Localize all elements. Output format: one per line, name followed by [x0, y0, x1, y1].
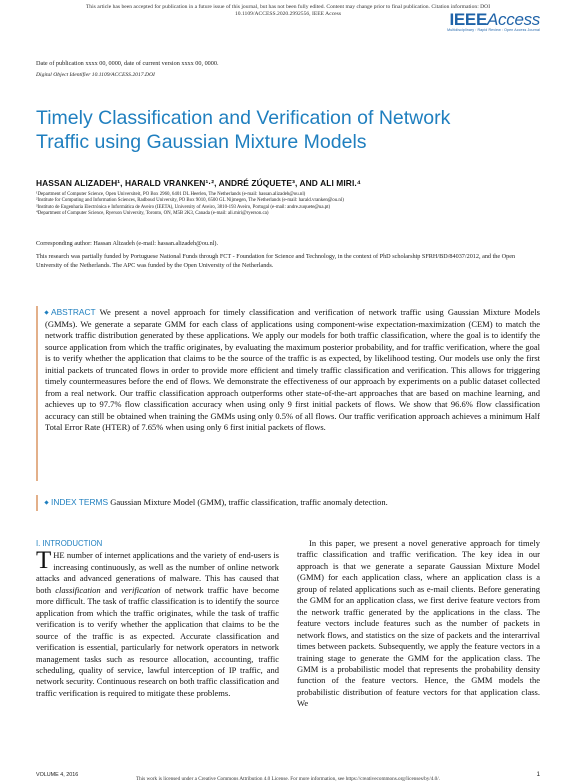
intro-p1-emphasis-classification: classification: [55, 584, 101, 595]
intro-p1-emphasis-verification: verification: [121, 584, 161, 595]
abstract: [45, 307, 540, 434]
journal-logo: [447, 10, 540, 32]
intro-p1-part-b: and: [100, 584, 122, 595]
acceptance-notice-line2: 10.1109/ACCESS.2020.2992556, IEEE Access: [234, 11, 342, 18]
paper-title: Timely Classification and Verification of Network Traffic using Gaussian Mixture Models: [36, 107, 451, 153]
volume-label: VOLUME 4, 2016: [36, 772, 79, 778]
drop-cap: T: [36, 547, 52, 575]
intro-p1-part-c: of network traffic have become more difficult. The task of traffic classification is to identify the source application from which the traffic originates, while the task of traffic verification is to verify whether the application that claims to be the source of the traffic is as expected. Accurate classification and verification is essential, particularly for network operators in network management tasks such as resource allocation, accounting, traffic scheduling, quality of service, lawful interception of IP traffic, and network security. Continuous research on both traffic classification and traffic verification is required to mitigate these problems.: [36, 584, 279, 698]
affiliation-1: ¹Department of Computer Science, Open Universiteit, PO Box 2960, 6401 DL Heerlen, The Netherlands (e-mail: hassan.alizadeh@ou.nl): [36, 192, 306, 197]
corresponding-author: Corresponding author: Hassan Alizadeh (e-mail: hassan.alizadeh@ou.nl).: [36, 240, 218, 247]
license-notice: This work is licensed under a Creative Commons Attribution 4.0 License. For more information, see https://creativecommons.org/licenses/by/4.0/.: [135, 776, 441, 782]
left-column: [36, 538, 279, 699]
abstract-label: ABSTRACT: [45, 307, 96, 317]
acceptance-notice-line1: This article has been accepted for publication in a future issue of this journal, but has not been fully edited. Content may change prior to final publication. Citation information: DOI: [85, 4, 491, 10]
journal-logo-access: Access: [487, 10, 540, 29]
index-terms-text: Gaussian Mixture Model (GMM), traffic classification, traffic anomaly detection.: [110, 497, 388, 507]
intro-p1-part-a: HE number of internet applications and the variety of end-users is increasing continuously, as well as the number of online network attacks and advanced generations of malware. This has caused that both: [36, 550, 279, 595]
author-list: HASSAN ALIZADEH¹, HARALD VRANKEN¹·², ANDRÉ ZÚQUETE³, AND ALI MIRI.⁴: [36, 178, 362, 188]
publication-dates: Date of publication xxxx 00, 0000, date of current version xxxx 00, 0000.: [36, 60, 219, 67]
index-terms: [45, 497, 540, 509]
journal-tagline: Multidisciplinary : Rapid Review : Open Access Journal: [447, 28, 540, 32]
index-terms-label: INDEX TERMS: [45, 497, 108, 507]
abstract-rule: [36, 306, 38, 481]
abstract-text: We present a novel approach for timely classification and verification of network traffic using Gaussian Mixture Models (GMMs). We generate a separate GMM for each class of applications using component-wise expectation-maximization (CEM) to match the network traffic distribution generated by these applications. We apply our models for both traffic classification, where the goal is to identify the source application from which the traffic originates, by evaluating the maximum posterior probability, and for traffic verification, where the goal is to verify whether the application that claims to be the source of the traffic is as expected, by likelihood testing. Our models use only the first initial packets of truncated flows in order to provide more efficient and timely traffic classification and verification. This allows for triggering timely countermeasures before the end of flows. We demonstrate the effectiveness of our approach by experiments on a public dataset collected from a real network. Our traffic classification approach outperforms other state-of-the-art approaches that are based on machine learning, and achieves up to 97.7% flow classification accuracy when using only 9 first initial packets of flows. We show that 96.6% flow classification accuracy can still be obtained when training the GMMs using only 0.5% of all flows. Our traffic verification approach achieves a minimum Half Total Error Rate (HTER) of 7.65% when using only 6 first initial packets of flows.: [45, 307, 540, 433]
section-heading-introduction: I. INTRODUCTION: [36, 539, 103, 548]
doi-line: Digital Object Identifier 10.1109/ACCESS.2017.DOI: [36, 72, 155, 78]
affiliation-3: ³Instituto de Engenharia Electrónica e Informática de Aveiro (IEETA), University of Aveiro, 3810-193 Aveiro, Portugal (e-mail: andre.zuquete@ua.pt): [36, 204, 331, 210]
affiliations: [36, 192, 546, 217]
funding-note: This research was partially funded by Portuguese National Funds through FCT - Foundation for Science and Technology, in the context of PhD scholarship SFRH/BD/84037/2012, and the Open University of the Netherlands. The APC was funded by the Open University of the Netherlands.: [36, 253, 516, 269]
index-terms-rule: [36, 495, 38, 511]
intro-paragraph-1: [36, 547, 279, 699]
intro-paragraph-2: In this paper, we present a novel generative approach for timely traffic classification and traffic verification. The key idea in our approach is that we generate a separate Gaussian Mixture Model (GMM) for each application class, where an application class is a group of related applications such as e-mail clients. Before generating the GMM for an application class, we first derive feature vectors from the network traffic generated by the applications in the class. The feature vectors include features such as the number of packets in network flows, and statistics on the size of packets and the interarrival times between packets. Subsequently, we apply the feature vectors in a training stage to generate the GMM for the application class. The GMM is a probabilistic model that represents the probability density function of the feature vectors. Hence, the GMM models the probabilistic distribution of feature vectors for that application class. We: [297, 538, 540, 709]
journal-logo-ieee: IEEE: [449, 10, 487, 29]
right-column: [297, 538, 540, 710]
affiliation-4: ⁴Department of Computer Science, Ryerson University, Toronto, ON, M5B 2K3, Canada (e-mail: ali.miri@ryerson.ca): [36, 210, 269, 216]
affiliation-2: ²Institute for Computing and Information Sciences, Radboud University, PO Box 9010, 6500 GL Nijmegen, The Netherlands (e-mail: harald.vranken@ou.nl): [36, 198, 344, 204]
page-number: 1: [536, 771, 540, 778]
